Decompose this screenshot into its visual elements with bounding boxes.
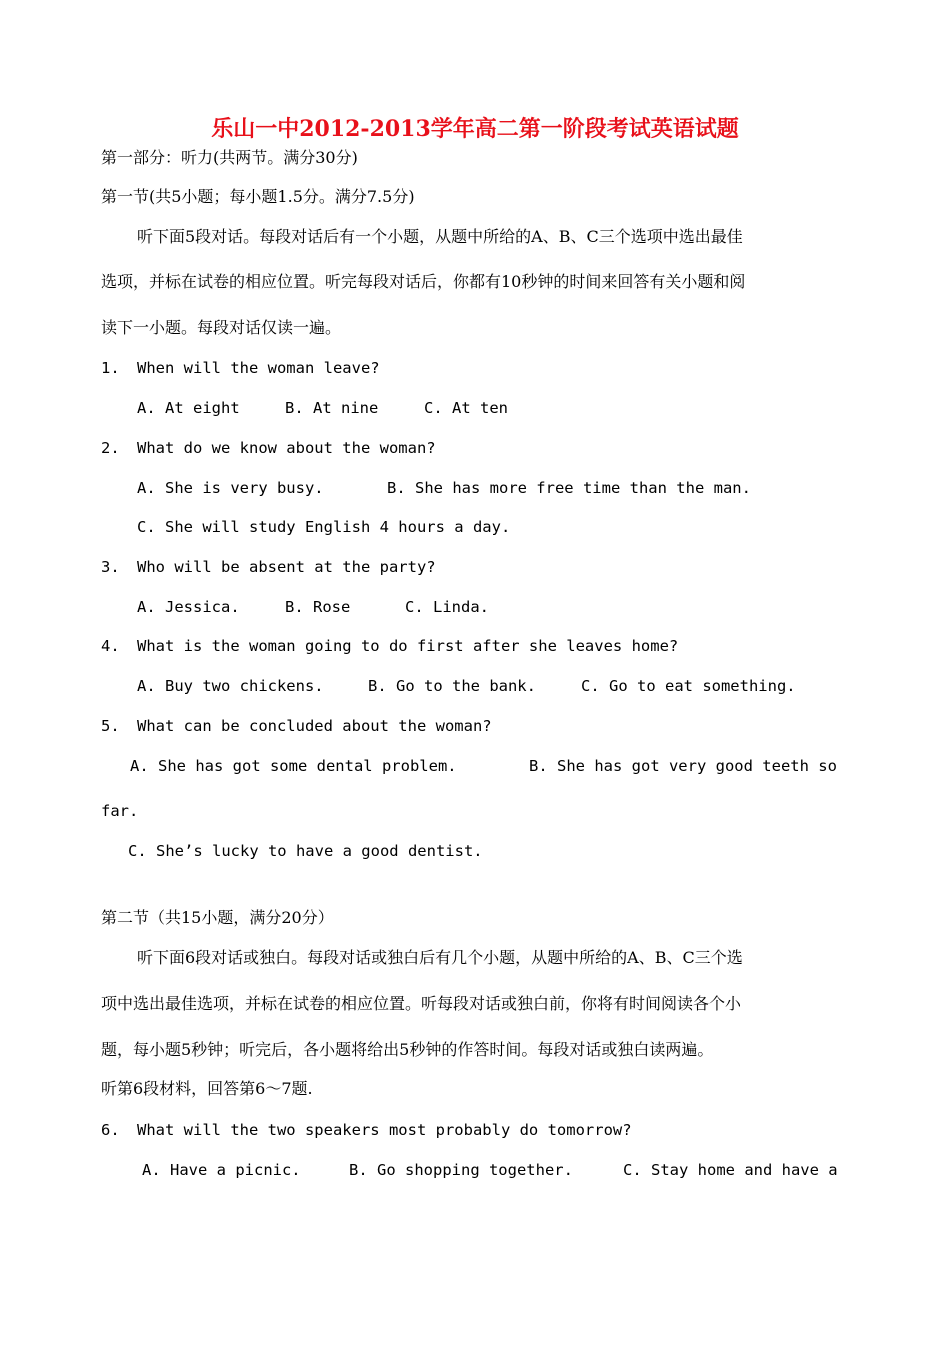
option-c: C. Go to eat something. — [581, 677, 796, 695]
option-b: B. Go to the bank. — [368, 677, 536, 695]
option-c: C. Stay home and have a — [623, 1161, 838, 1179]
question-text: Who will be absent at the party? — [137, 558, 436, 576]
question-number: 3. — [101, 558, 120, 576]
part1-heading: 第一部分：听力(共两节。满分30分) — [101, 148, 358, 167]
option-a: A. Jessica. — [137, 598, 240, 616]
question-number: 6. — [101, 1121, 120, 1139]
question-text: What can be concluded about the woman? — [137, 717, 492, 735]
option-b: B. At nine — [285, 399, 379, 417]
section1-heading: 第一节(共5小题；每小题1.5分。满分7.5分) — [101, 187, 415, 206]
question-number: 2. — [101, 439, 120, 457]
section1-instruction-line: 听下面5段对话。每段对话后有一个小题，从题中所给的A、B、C三个选项中选出最佳 — [137, 227, 743, 246]
section2-instruction-line: 题，每小题5秒钟；听完后，各小题将给出5秒钟的作答时间。每段对话或独白读两遍。 — [101, 1040, 714, 1059]
option-b-continued: far. — [101, 802, 139, 820]
option-c: C. She will study English 4 hours a day. — [137, 518, 511, 536]
option-a: A. She has got some dental problem. — [130, 757, 457, 775]
option-b: B. Rose — [285, 598, 351, 616]
option-a: A. Have a picnic. — [142, 1161, 301, 1179]
question-number: 5. — [101, 717, 120, 735]
section1-instruction-line: 选项，并标在试卷的相应位置。听完每段对话后，你都有10秒钟的时间来回答有关小题和阅 — [101, 272, 746, 291]
option-a: A. She is very busy. — [137, 479, 324, 497]
exam-title: 乐山一中2012-2013学年高二第一阶段考试英语试题 — [211, 116, 739, 142]
option-b: B. Go shopping together. — [349, 1161, 573, 1179]
option-a: A. At eight — [137, 399, 240, 417]
section2-instruction-line: 听下面6段对话或独白。每段对话或独白后有几个小题，从题中所给的A、B、C三个选 — [137, 948, 743, 967]
option-a: A. Buy two chickens. — [137, 677, 324, 695]
option-c: C. Linda. — [405, 598, 489, 616]
question-text: When will the woman leave? — [137, 359, 380, 377]
option-c: C. At ten — [424, 399, 508, 417]
question-number: 4. — [101, 637, 120, 655]
question-text: What is the woman going to do first after she leaves home? — [137, 637, 679, 655]
section2-heading: 第二节（共15小题，满分20分） — [101, 908, 334, 927]
section1-instruction-line: 读下一小题。每段对话仅读一遍。 — [101, 318, 342, 337]
material-note: 听第6段材料，回答第6～7题. — [101, 1079, 313, 1098]
option-b: B. She has got very good teeth so — [529, 757, 837, 775]
question-text: What do we know about the woman? — [137, 439, 436, 457]
option-c: C. She’s lucky to have a good dentist. — [128, 842, 483, 860]
section2-instruction-line: 项中选出最佳选项，并标在试卷的相应位置。听每段对话或独白前，你将有时间阅读各个小 — [101, 994, 742, 1013]
option-b: B. She has more free time than the man. — [387, 479, 751, 497]
question-text: What will the two speakers most probably do tomorrow? — [137, 1121, 632, 1139]
question-number: 1. — [101, 359, 120, 377]
